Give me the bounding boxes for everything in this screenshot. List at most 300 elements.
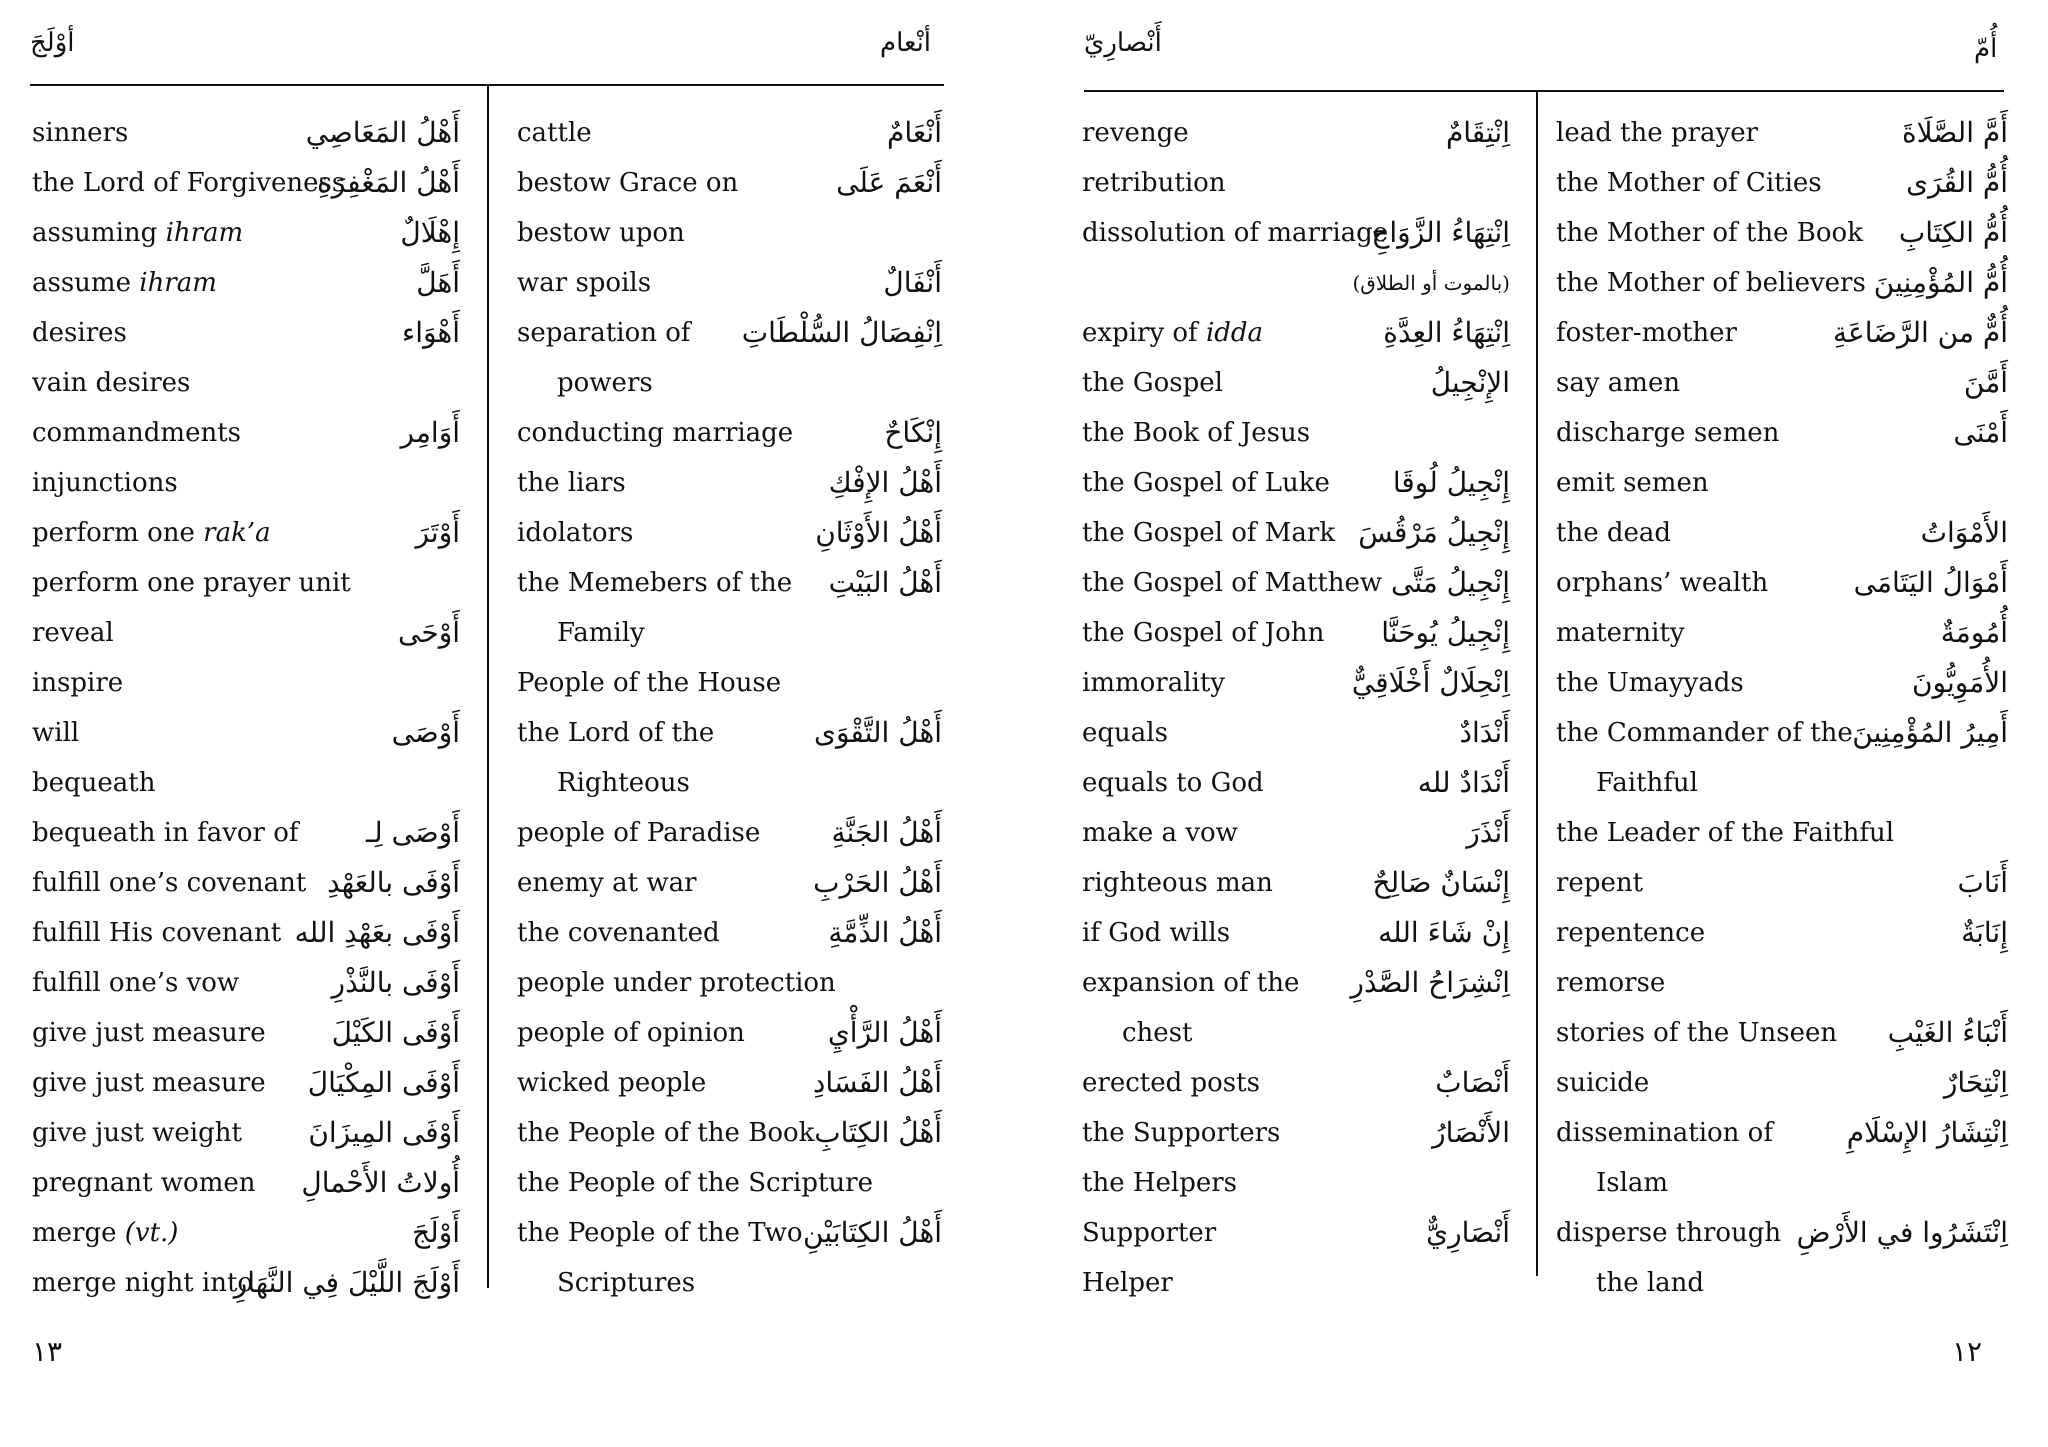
english-text: Faithful xyxy=(1596,768,1698,798)
english-text: orphans’ wealth xyxy=(1556,568,1769,598)
glossary-column xyxy=(1556,108,2008,1308)
english-text: the Gospel of Matthew xyxy=(1082,568,1383,598)
arabic-term: أَهْلُ الكِتَابِ xyxy=(814,1116,942,1149)
english-text: equals to God xyxy=(1082,768,1264,798)
glossary-entry xyxy=(32,1258,460,1308)
english-term xyxy=(1082,708,1168,758)
english-term xyxy=(517,158,738,208)
english-text: the liars xyxy=(517,468,626,498)
arabic-term: أُمُّ الكِتَابِ xyxy=(1898,216,2008,249)
glossary-entry xyxy=(1082,258,1510,308)
english-text: the Helpers xyxy=(1082,1168,1238,1198)
glossary-entry xyxy=(32,1008,460,1058)
column-divider xyxy=(1536,92,1538,1276)
english-term xyxy=(32,758,156,808)
glossary-entry xyxy=(517,758,942,808)
glossary-entry xyxy=(32,208,460,258)
arabic-term: أَهْلُ الكِتَابَيْنِ xyxy=(803,1216,942,1249)
english-term xyxy=(32,708,79,758)
arabic-term: أَوْحَى xyxy=(398,616,460,649)
english-term xyxy=(32,908,281,958)
glossary-entry xyxy=(32,708,460,758)
english-text: the Lord of Forgiveness xyxy=(32,168,346,198)
english-term xyxy=(517,1008,745,1058)
glossary-entry xyxy=(32,958,460,1008)
arabic-term: أُولاتُ الأَحْمالِ xyxy=(301,1166,460,1199)
glossary-entry xyxy=(517,958,942,1008)
english-term xyxy=(517,958,836,1008)
english-text: the People of the Scripture xyxy=(517,1168,873,1198)
english-text: the dead xyxy=(1556,518,1672,548)
arabic-term: إِنَابَةٌ xyxy=(1961,916,2008,949)
arabic-term: أَهْلُ الأَوْثَانِ xyxy=(815,516,942,549)
arabic-term: اِنْتِشَارُ الإِسْلَامِ xyxy=(1846,1116,2008,1149)
english-text: expansion of the xyxy=(1082,968,1300,998)
english-term xyxy=(1556,708,1853,758)
english-text: desires xyxy=(32,318,127,348)
glossary-entry xyxy=(1082,458,1510,508)
arabic-term: أَوْفَى الكَيْلَ xyxy=(331,1016,460,1049)
english-term xyxy=(32,408,241,458)
arabic-term: أُمُّ المُؤْمِنِينَ xyxy=(1873,266,2008,299)
glossary-entry xyxy=(32,358,460,408)
arabic-term: اِنْتَشَرُوا في الأَرْضِ xyxy=(1796,1216,2008,1249)
arabic-term: أَنْعَامٌ xyxy=(887,116,942,149)
english-term xyxy=(1082,458,1330,508)
arabic-term: أَمَّ الصَّلَاةَ xyxy=(1902,116,2008,149)
english-term xyxy=(517,458,626,508)
arabic-term: اِنْفِصَالُ السُّلْطَاتِ xyxy=(741,316,942,349)
arabic-term: أَوْلَجَ xyxy=(412,1216,460,1249)
glossary-entry xyxy=(517,308,942,358)
english-term xyxy=(32,158,345,208)
glossary-entry xyxy=(517,1158,942,1208)
english-term xyxy=(517,558,792,608)
english-term xyxy=(1082,908,1230,958)
english-text: the Book of Jesus xyxy=(1082,418,1311,448)
english-term xyxy=(32,458,178,508)
glossary-entry xyxy=(1082,408,1510,458)
english-term xyxy=(1082,208,1388,258)
english-term xyxy=(1082,608,1324,658)
english-text: perform one xyxy=(32,518,204,548)
glossary-entry xyxy=(517,258,942,308)
glossary-column xyxy=(1082,108,1510,1308)
english-text: disperse through xyxy=(1556,1218,1782,1248)
english-term xyxy=(517,208,685,258)
arabic-term: أَوْصَى لِـ xyxy=(365,816,460,849)
glossary-entry xyxy=(517,158,942,208)
english-text: the People of the Book xyxy=(517,1118,815,1148)
arabic-term: أَهْلُ الحَرْبِ xyxy=(813,866,942,899)
english-text: if God wills xyxy=(1082,918,1231,948)
english-text: merge night into xyxy=(32,1268,254,1298)
arabic-term: أَوْفَى بالنَّذْرِ xyxy=(331,966,460,999)
english-term xyxy=(517,408,793,458)
glossary-entry xyxy=(32,1208,460,1258)
english-text: revenge xyxy=(1082,118,1189,148)
glossary-entry xyxy=(1556,858,2008,908)
english-text: the Lord of the xyxy=(517,718,715,748)
english-text: the Umayyads xyxy=(1556,668,1744,698)
arabic-term: اِنْتِقَامٌ xyxy=(1445,116,1510,149)
glossary-entry xyxy=(517,208,942,258)
arabic-term: أَنْذَرَ xyxy=(1466,816,1510,849)
glossary-entry xyxy=(517,608,942,658)
glossary-entry xyxy=(1556,708,2008,758)
glossary-entry xyxy=(1556,408,2008,458)
arabic-term: أَنْفَالٌ xyxy=(883,266,942,299)
glossary-entry xyxy=(1556,1158,2008,1208)
english-text: bestow upon xyxy=(517,218,685,248)
glossary-entry xyxy=(1082,208,1510,258)
english-term xyxy=(32,1158,256,1208)
glossary-entry xyxy=(32,1158,460,1208)
glossary-entry xyxy=(32,408,460,458)
glossary-entry xyxy=(1082,358,1510,408)
glossary-entry xyxy=(1556,658,2008,708)
english-text: the Gospel of John xyxy=(1082,618,1325,648)
english-text: assuming xyxy=(32,218,166,248)
english-text: Islam xyxy=(1596,1168,1669,1198)
english-term xyxy=(1596,1158,1668,1208)
english-term xyxy=(1082,308,1263,358)
english-term xyxy=(517,708,714,758)
english-term xyxy=(32,1108,242,1158)
arabic-term: أَمِيرُ المُؤْمِنِينَ xyxy=(1852,716,2008,749)
english-text: dissemination of xyxy=(1556,1118,1773,1148)
glossary-entry xyxy=(1556,258,2008,308)
english-text: sinners xyxy=(32,118,129,148)
english-term xyxy=(1556,358,1680,408)
english-term xyxy=(1556,1108,1773,1158)
glossary-entry xyxy=(517,358,942,408)
english-term xyxy=(1556,558,1768,608)
arabic-term: إِنْجِيلُ لُوقَا xyxy=(1392,466,1510,499)
running-header-right: أُمّ xyxy=(1974,34,1998,64)
english-term xyxy=(1556,508,1671,558)
glossary-entry xyxy=(1082,958,1510,1008)
glossary-entry xyxy=(517,1108,942,1158)
english-text: the Gospel xyxy=(1082,368,1223,398)
english-text: suicide xyxy=(1556,1068,1650,1098)
glossary-entry xyxy=(517,908,942,958)
english-text: bequeath xyxy=(32,768,156,798)
english-term xyxy=(557,758,690,808)
arabic-term: الإِنْجِيلُ xyxy=(1430,366,1510,399)
english-text: bequeath in favor of xyxy=(32,818,299,848)
english-text: vain desires xyxy=(32,368,191,398)
english-term xyxy=(1082,658,1225,708)
english-term xyxy=(32,208,243,258)
glossary-entry xyxy=(517,708,942,758)
arabic-term: إِنْكَاحٌ xyxy=(884,416,942,449)
glossary-entry xyxy=(517,458,942,508)
english-term xyxy=(1556,208,1863,258)
glossary-entry xyxy=(1556,308,2008,358)
glossary-entry xyxy=(32,558,460,608)
column-divider xyxy=(487,86,489,1288)
english-text: lead the prayer xyxy=(1556,118,1759,148)
english-term xyxy=(32,1008,266,1058)
english-term xyxy=(1556,808,1894,858)
english-text: inspire xyxy=(32,668,124,698)
arabic-term: الأُمَوِيُّونَ xyxy=(1911,666,2008,699)
glossary-entry xyxy=(1082,658,1510,708)
arabic-term: أَمَّنَ xyxy=(1963,366,2008,399)
english-term xyxy=(517,108,592,158)
glossary-entry xyxy=(1082,808,1510,858)
arabic-term: أُمُومَةٌ xyxy=(1940,616,2008,649)
english-italic-term: rak’a xyxy=(203,518,271,548)
english-text: Family xyxy=(557,618,645,648)
english-term xyxy=(517,1058,706,1108)
english-term xyxy=(1082,108,1189,158)
english-text: perform one prayer unit xyxy=(32,568,351,598)
glossary-entry xyxy=(1556,458,2008,508)
glossary-entry xyxy=(32,658,460,708)
running-header-right: أنْعام xyxy=(880,28,932,58)
english-term xyxy=(1556,308,1737,358)
english-text: emit semen xyxy=(1556,468,1709,498)
arabic-term: إِهْلَالٌ xyxy=(400,216,460,249)
english-text: equals xyxy=(1082,718,1168,748)
glossary-entry xyxy=(1082,858,1510,908)
english-text: will xyxy=(32,718,80,748)
english-term xyxy=(32,308,127,358)
glossary-entry xyxy=(1556,758,2008,808)
english-term xyxy=(1082,1158,1237,1208)
glossary-entry xyxy=(1556,1008,2008,1058)
glossary-entry xyxy=(1556,158,2008,208)
glossary-entry xyxy=(517,1208,942,1258)
arabic-term: اِنْتِهَاءُ الزَّوَاجِ xyxy=(1371,216,1510,249)
arabic-term: أَوْفَى المِكْيَالَ xyxy=(307,1066,460,1099)
glossary-entry xyxy=(1556,808,2008,858)
english-term xyxy=(1556,658,1744,708)
english-term xyxy=(32,108,128,158)
english-term xyxy=(557,358,653,408)
arabic-term: أَهْلُ المَعَاصِي xyxy=(305,116,460,149)
glossary-column xyxy=(32,108,460,1308)
arabic-term: أَنْدَادٌ xyxy=(1459,716,1510,749)
arabic-term: أَوْفَى بالعَهْدِ xyxy=(327,866,460,899)
arabic-term: أَوْصَى xyxy=(391,716,460,749)
english-text: the Memebers of the xyxy=(517,568,793,598)
english-italic-term: ihram xyxy=(139,268,217,298)
glossary-entry xyxy=(1082,558,1510,608)
english-term xyxy=(1082,508,1335,558)
english-term xyxy=(1082,408,1310,458)
glossary-entry xyxy=(32,908,460,958)
glossary-entry xyxy=(1082,1208,1510,1258)
english-text: the Leader of the Faithful xyxy=(1556,818,1895,848)
glossary-entry xyxy=(517,408,942,458)
arabic-term: أَهْلُ التَّقْوَى xyxy=(814,716,942,749)
english-italic-term: ihram xyxy=(165,218,244,248)
english-term xyxy=(1556,258,1866,308)
english-text: people under protection xyxy=(517,968,836,998)
english-text: the land xyxy=(1596,1268,1705,1298)
english-text: Helper xyxy=(1082,1268,1173,1298)
english-text: fulfill one’s vow xyxy=(32,968,240,998)
arabic-term: أَهْوَاء xyxy=(402,316,460,349)
glossary-entry xyxy=(1556,608,2008,658)
english-term xyxy=(1556,1058,1649,1108)
english-term xyxy=(517,308,691,358)
english-term xyxy=(32,258,217,308)
english-term xyxy=(32,358,190,408)
glossary-entry xyxy=(32,258,460,308)
english-term xyxy=(557,1258,695,1308)
arabic-term: أُمُّ القُرَى xyxy=(1906,166,2008,199)
glossary-entry xyxy=(32,158,460,208)
glossary-entry xyxy=(517,508,942,558)
arabic-term: أَوْفَى بعَهْدِ الله xyxy=(294,916,460,949)
arabic-term: إِنْ شَاءَ الله xyxy=(1378,916,1510,949)
glossary-entry xyxy=(1082,608,1510,658)
english-text: the Commander of the xyxy=(1556,718,1853,748)
english-term xyxy=(1556,458,1709,508)
arabic-term: أَمْنَى xyxy=(1953,416,2008,449)
glossary-entry xyxy=(1556,958,2008,1008)
glossary-entry xyxy=(517,108,942,158)
english-term xyxy=(557,608,645,658)
glossary-entry xyxy=(32,1058,460,1108)
glossary-entry xyxy=(517,808,942,858)
english-text: give just measure xyxy=(32,1018,266,1048)
arabic-term: أَهْلُ الرَّأْيِ xyxy=(827,1016,942,1049)
arabic-term: اِنْحِلَالٌ أَخْلَاقِيٌّ xyxy=(1351,666,1510,699)
english-text: righteous man xyxy=(1082,868,1273,898)
english-text: remorse xyxy=(1556,968,1666,998)
english-term xyxy=(1082,758,1264,808)
arabic-term: أَهْلُ الذِّمَّةِ xyxy=(828,916,942,949)
page-number: ١٣ xyxy=(32,1335,63,1368)
english-text: conducting marriage xyxy=(517,418,794,448)
header-rule xyxy=(1084,90,2004,92)
glossary-entry xyxy=(1082,508,1510,558)
running-header-left: أَنْصارِيّ xyxy=(1084,28,1162,58)
glossary-entry xyxy=(1082,1008,1510,1058)
glossary-entry xyxy=(1556,508,2008,558)
english-term xyxy=(1556,858,1643,908)
english-term xyxy=(1596,758,1698,808)
english-term xyxy=(517,1158,873,1208)
english-text: bestow Grace on xyxy=(517,168,739,198)
arabic-term: اِنْتِهَاءُ العِدَّةِ xyxy=(1383,316,1510,349)
english-text: People of the House xyxy=(517,668,782,698)
english-term xyxy=(32,858,306,908)
english-text: foster-mother xyxy=(1556,318,1737,348)
glossary-entry xyxy=(517,558,942,608)
glossary-entry xyxy=(32,1108,460,1158)
english-term xyxy=(32,558,351,608)
arabic-term: أَنَابَ xyxy=(1957,866,2008,899)
english-term xyxy=(1556,158,1822,208)
english-text: give just weight xyxy=(32,1118,242,1148)
arabic-term: أَهْلُ البَيْتِ xyxy=(828,566,942,599)
english-text: merge xyxy=(32,1218,125,1248)
english-term xyxy=(1556,1208,1781,1258)
glossary-entry xyxy=(1082,108,1510,158)
english-text: enemy at war xyxy=(517,868,697,898)
glossary-entry xyxy=(1082,708,1510,758)
english-term xyxy=(1082,358,1223,408)
english-text: discharge semen xyxy=(1556,418,1780,448)
arabic-term: إِنْسَانٌ صَالِحٌ xyxy=(1372,866,1510,899)
glossary-entry xyxy=(32,508,460,558)
glossary-entry xyxy=(517,1258,942,1308)
english-term xyxy=(1082,858,1273,908)
glossary-entry xyxy=(32,858,460,908)
english-term xyxy=(32,958,239,1008)
english-term xyxy=(1596,1258,1704,1308)
english-text: commandments xyxy=(32,418,241,448)
english-term xyxy=(517,658,781,708)
english-text: Supporter xyxy=(1082,1218,1217,1248)
english-term xyxy=(1556,108,1758,158)
page-number: ١٢ xyxy=(1952,1335,1983,1368)
english-text: say amen xyxy=(1556,368,1681,398)
english-term xyxy=(1082,158,1226,208)
arabic-term: أَوْلَجَ اللَّيْلَ فِي النَّهَارِ xyxy=(233,1266,460,1299)
english-text: people of Paradise xyxy=(517,818,761,848)
arabic-term: أَنْصَابٌ xyxy=(1435,1066,1510,1099)
english-term xyxy=(517,908,720,958)
arabic-term: أُمٌّ من الرَّضَاعَةِ xyxy=(1832,316,2008,349)
english-term xyxy=(1082,1058,1260,1108)
arabic-term: أَوْفَى المِيزَانَ xyxy=(308,1116,460,1149)
glossary-entry xyxy=(32,808,460,858)
english-term xyxy=(1122,1008,1192,1058)
english-text: the Mother of the Book xyxy=(1556,218,1863,248)
arabic-term: أَنْبَاءُ الغَيْبِ xyxy=(1887,1016,2008,1049)
english-text: give just measure xyxy=(32,1068,266,1098)
english-text: fulfill His covenant xyxy=(32,918,282,948)
english-term xyxy=(32,808,299,858)
glossary-entry xyxy=(1556,1258,2008,1308)
right-page xyxy=(1024,0,2048,1447)
english-term xyxy=(1082,958,1299,1008)
glossary-entry xyxy=(1082,758,1510,808)
glossary-entry xyxy=(32,108,460,158)
english-text: chest xyxy=(1122,1018,1193,1048)
english-text: injunctions xyxy=(32,468,178,498)
glossary-entry xyxy=(1082,908,1510,958)
arabic-term: أَنْدَادٌ لله xyxy=(1417,766,1510,799)
english-text: erected posts xyxy=(1082,1068,1260,1098)
english-text: idolators xyxy=(517,518,634,548)
glossary-entry xyxy=(1082,1258,1510,1308)
glossary-entry xyxy=(1556,208,2008,258)
glossary-entry xyxy=(517,658,942,708)
english-text: repentence xyxy=(1556,918,1706,948)
english-text: pregnant women xyxy=(32,1168,256,1198)
english-text: assume xyxy=(32,268,140,298)
english-text: the People of the Two xyxy=(517,1218,803,1248)
english-text: the covenanted xyxy=(517,918,720,948)
arabic-term: أَهْلُ الفَسَادِ xyxy=(812,1066,942,1099)
english-text: the Mother of Cities xyxy=(1556,168,1822,198)
english-text: make a vow xyxy=(1082,818,1238,848)
english-italic-term: idda xyxy=(1205,318,1264,348)
english-term xyxy=(1082,1208,1216,1258)
english-term xyxy=(1556,908,1705,958)
glossary-entry xyxy=(1082,1108,1510,1158)
glossary-entry xyxy=(1556,1208,2008,1258)
arabic-term: أَهَلَّ xyxy=(416,266,460,299)
